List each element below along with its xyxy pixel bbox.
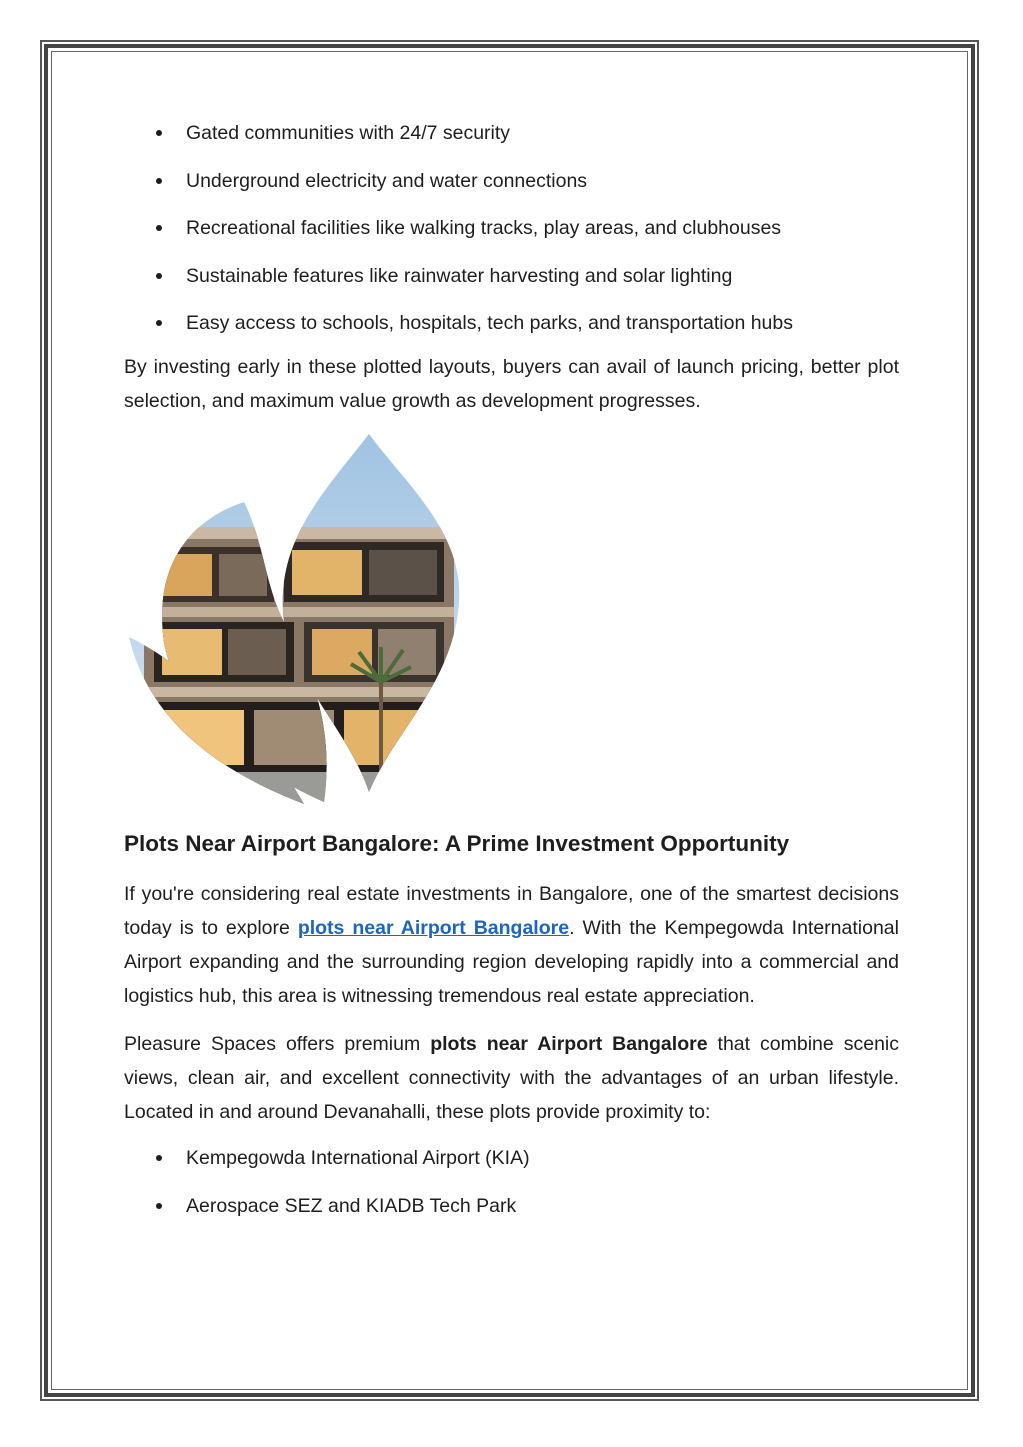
building-leaf-illustration: [124, 432, 544, 807]
building-leaf-image: [124, 432, 544, 807]
airport-intro-paragraph: If you're considering real estate investments in Bangalore, one of the smartest decisions today is to explore plots near Airport Bangalore. With the Kempegowda International Airport expanding and the surrounding region developing rapidly into a commercial and logistics hub, this area is witnessing tremendous real estate appreciation.: [124, 883, 899, 1007]
investment-paragraph: By investing early in these plotted layouts, buyers can avail of launch pricing, better plot selection, and maximum value growth as development progresses.: [124, 356, 899, 412]
list-item: Recreational facilities like walking tracks, play areas, and clubhouses: [124, 213, 899, 243]
bullet-icon: [156, 1203, 162, 1209]
list-item: Underground electricity and water connections: [124, 166, 899, 196]
pleasure-spaces-paragraph: Pleasure Spaces offers premium plots near Airport Bangalore that combine scenic views, clean air, and excellent connectivity with the advantages of an urban lifestyle. Located in and around Devanahalli, these plots provide proximity to:: [124, 1033, 899, 1123]
proximity-list: [124, 1143, 899, 1221]
list-item: Kempegowda International Airport (KIA): [124, 1143, 899, 1173]
section-title: Plots Near Airport Bangalore: A Prime Investment Opportunity: [124, 831, 790, 856]
bullet-icon: [156, 178, 162, 184]
bullet-icon: [156, 225, 162, 231]
plots-near-airport-link[interactable]: plots near Airport Bangalore: [297, 917, 570, 939]
list-item: Gated communities with 24/7 security: [124, 118, 899, 148]
list-item: Sustainable features like rainwater harvesting and solar lighting: [124, 261, 899, 291]
document-content: [124, 118, 899, 1238]
features-list: [124, 118, 899, 338]
bullet-icon: [156, 130, 162, 136]
list-item: Aerospace SEZ and KIADB Tech Park: [124, 1191, 899, 1221]
bullet-icon: [156, 1155, 162, 1161]
bullet-icon: [156, 320, 162, 326]
list-item: Easy access to schools, hospitals, tech parks, and transportation hubs: [124, 308, 899, 338]
bullet-icon: [156, 273, 162, 279]
